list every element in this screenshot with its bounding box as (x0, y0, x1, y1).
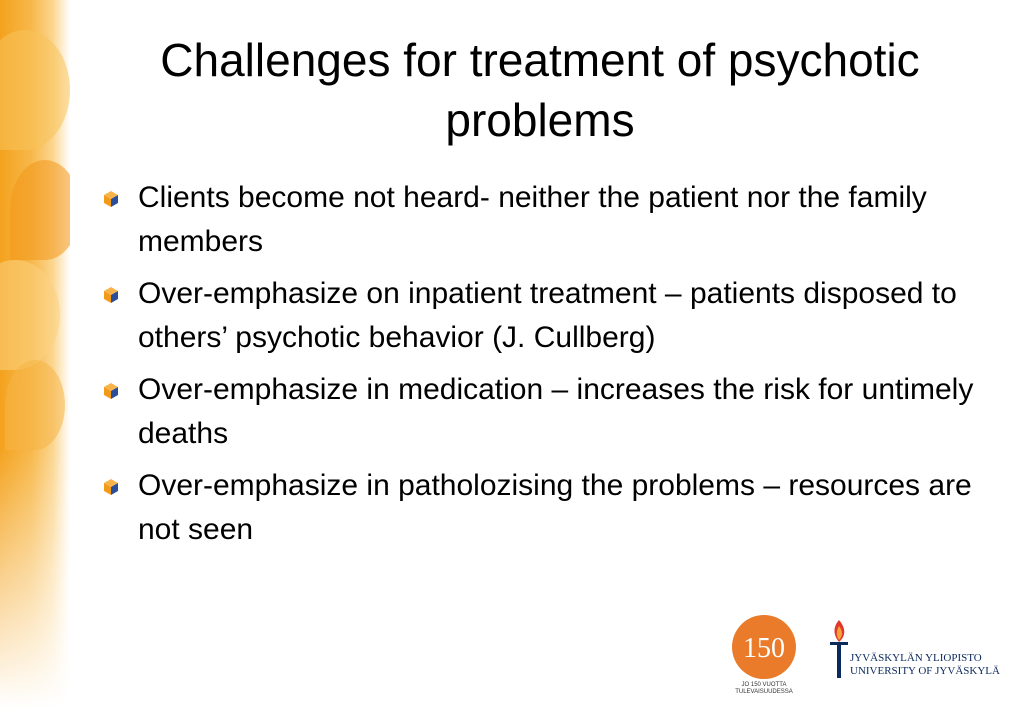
cube-bullet-icon (103, 286, 119, 304)
torch-icon (826, 618, 852, 680)
anniversary-caption-line1: JO 150 VUOTTA (741, 682, 787, 688)
cube-bullet-icon (103, 478, 119, 496)
anniversary-logo (724, 614, 804, 704)
bullet-text: Over-emphasize in patholozising the problems – resources are not seen (138, 469, 972, 546)
decorative-left-band (0, 0, 70, 708)
list-item (103, 368, 983, 456)
anniversary-number: 150 (743, 633, 785, 664)
bullet-text: Clients become not heard- neither the patient nor the family members (138, 181, 927, 258)
list-item (103, 272, 983, 360)
bullet-text: Over-emphasize on inpatient treatment – patients disposed to others’ psychotic behavior (J. Cullberg) (138, 277, 957, 354)
cube-bullet-icon (103, 190, 119, 208)
band-fade (0, 448, 70, 708)
university-name (850, 652, 1000, 678)
leaf-shape (0, 30, 70, 150)
leaf-shape (0, 260, 60, 370)
slide-title: Challenges for treatment of psychotic problems (160, 34, 920, 146)
cube-bullet-icon (103, 382, 119, 400)
list-item (103, 176, 983, 264)
anniversary-caption (724, 682, 804, 696)
bullet-list (103, 176, 983, 560)
leaf-shape (10, 160, 70, 260)
anniversary-caption-line2: TULEVAISUUDESSA (735, 689, 793, 695)
anniversary-150-icon (724, 614, 804, 682)
bullet-text: Over-emphasize in medication – increases the risk for untimely deaths (138, 373, 974, 450)
university-name-en: UNIVERSITY OF JYVÄSKYLÄ (850, 665, 1000, 677)
leaf-shape (5, 360, 65, 450)
university-name-fi: JYVÄSKYLÄN YLIOPISTO (850, 652, 982, 664)
list-item (103, 464, 983, 552)
university-logo (826, 618, 1006, 680)
